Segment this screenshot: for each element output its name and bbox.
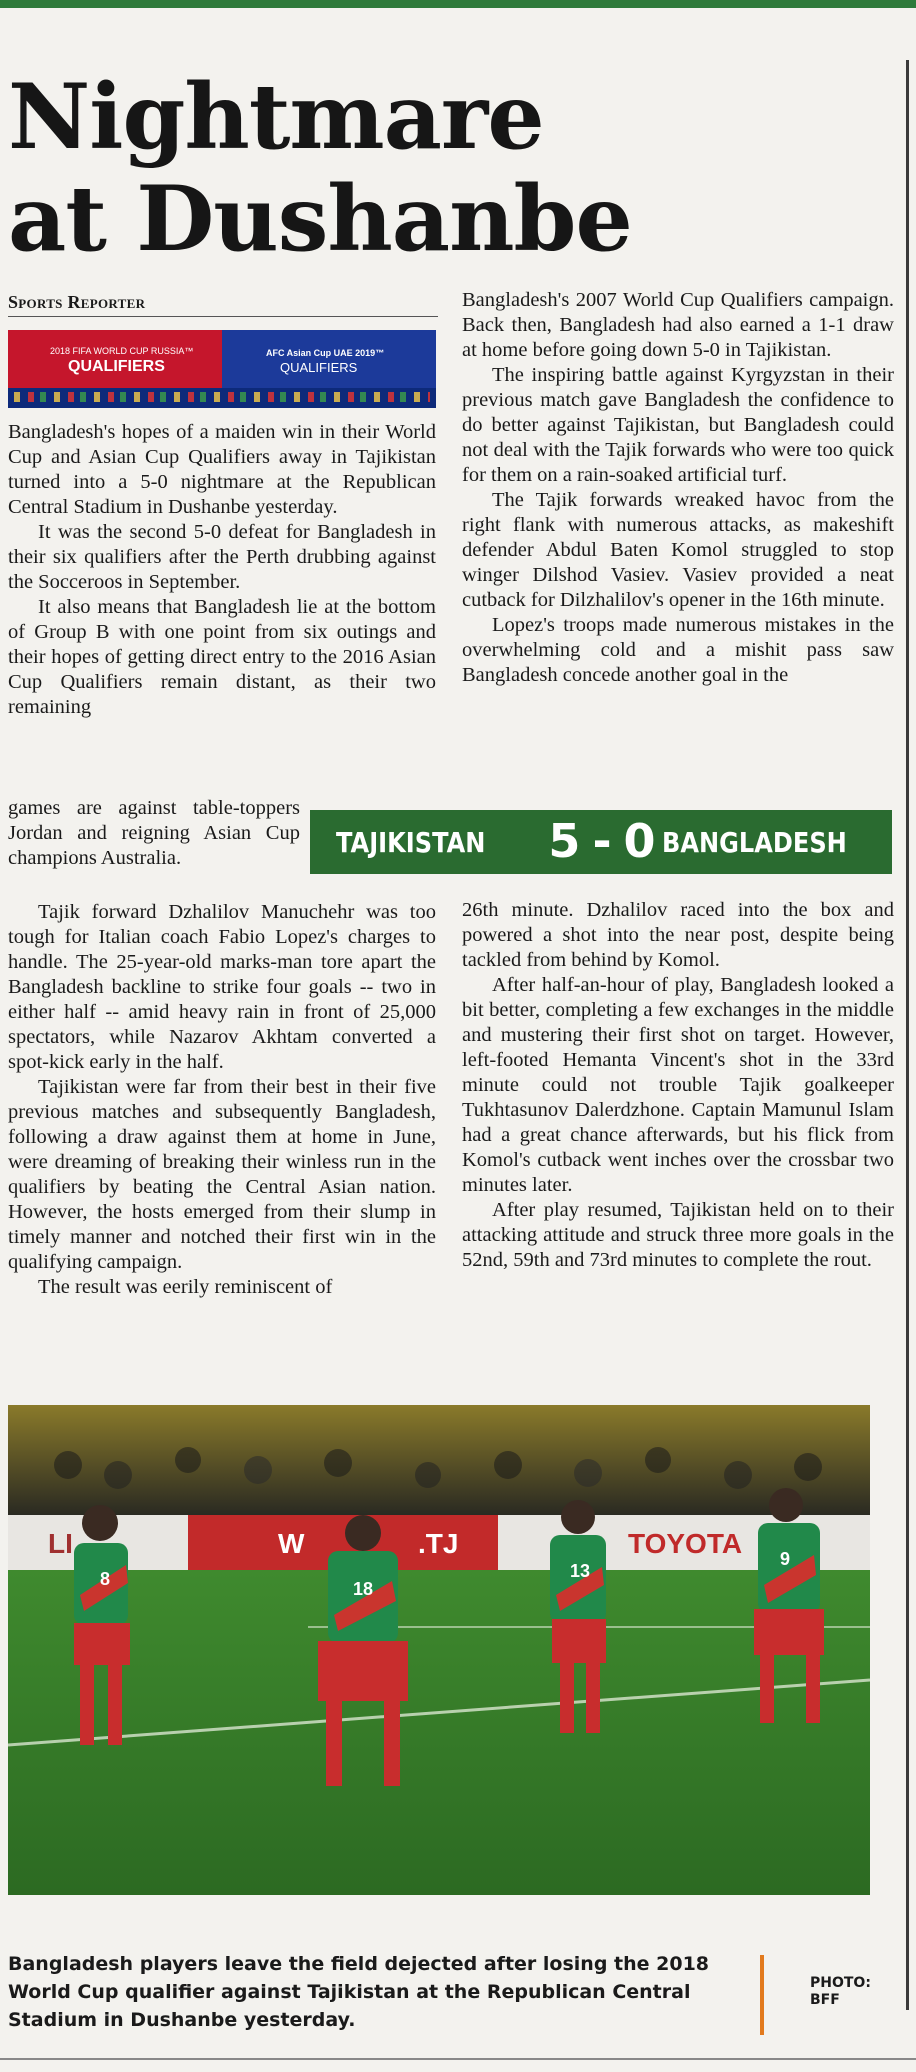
board-text-mid: W xyxy=(278,1528,305,1559)
article-column-1-bottom xyxy=(8,900,436,1300)
article-column-1-wrap xyxy=(8,796,300,871)
jersey-number: 9 xyxy=(780,1549,791,1569)
world-cup-qualifiers-label: QUALIFIERS xyxy=(68,358,165,375)
photo-credit-source: BFF xyxy=(810,1992,840,2008)
headline: Nightmare at Dushanbe xyxy=(8,64,632,272)
article-paragraph: After half-an-hour of play, Bangladesh looked a bit better, completing a few exchanges in the middle and mustering their first shot on target. However, left-footed Hemanta Vincent's shot in the 33rd minute could not trouble Tajik goalkeeper Tukhtasunov Dalerdzhone. Captain Mamunul Islam had a great chance afterwards, but his flick from Komol's cutback went inches over the crossbar two minutes later. xyxy=(462,974,894,1196)
jersey-number: 18 xyxy=(353,1579,374,1599)
article-paragraph: It was the second 5-0 defeat for Bangladesh in their six qualifiers after the Perth drubbing against the Socceroos in September. xyxy=(8,521,436,593)
away-team: BANGLADESH xyxy=(662,826,847,859)
article-paragraph: Tajik forward Dzhalilov Manuchehr was too tough for Italian coach Fabio Lopez's charges to handle. The 25-year-old marks-man tore apart the Bangladesh backline to strike four goals -- two in either half -- amid heavy rain in front of 25,000 spectators, while Nazarov Akhtam converted a spot-kick early in the half. xyxy=(8,901,436,1073)
article-paragraph: It also means that Bangladesh lie at the bottom of Group B with one point from six outings and their hopes of getting direct entry to the 2016 Asian Cup Qualifiers remain distant, as their two remaining xyxy=(8,596,436,718)
article-paragraph: games are against table-toppers Jordan and reigning Asian Cup champions Australia. xyxy=(8,797,300,869)
final-score: 5 - 0 xyxy=(548,814,654,868)
jersey-number: 8 xyxy=(100,1569,111,1589)
stands xyxy=(8,1405,870,1515)
board-text-tj: .TJ xyxy=(418,1528,459,1559)
byline: Sports Reporter xyxy=(8,292,146,312)
board-text-right: TOYOTA xyxy=(628,1528,743,1559)
world-cup-qualifiers-panel xyxy=(8,330,222,388)
bottom-rule xyxy=(0,2058,916,2060)
column-rule xyxy=(906,60,909,2010)
caption-accent-bar xyxy=(760,1955,764,2035)
asian-cup-qualifiers-label: QUALIFIERS xyxy=(280,360,358,375)
world-cup-label: 2018 FIFA WORLD CUP RUSSIA™ xyxy=(50,346,194,356)
board-text-left: LI xyxy=(48,1528,73,1559)
photo-caption: Bangladesh players leave the field dejected after losing the 2018 World Cup qualifier against Tajikistan at the Republican Central Stadium in Dushanbe yesterday. xyxy=(8,1953,710,2031)
asian-cup-qualifiers-panel xyxy=(222,330,436,388)
score-box xyxy=(310,810,892,874)
article-column-2-bottom xyxy=(462,898,894,1273)
article-column-1-top xyxy=(8,420,436,720)
article-paragraph: The Tajik forwards wreaked havoc from the right flank with numerous attacks, as makeshift defender Abdul Baten Komol struggled to stop winger Dilshod Vasiev. Vasiev provided a neat cutback for Dilzhalilov's opener in the 16th minute. xyxy=(462,489,894,611)
article-paragraph: Lopez's troops made numerous mistakes in the overwhelming cold and a mishit pass saw Bangladesh concede another goal in the xyxy=(462,614,894,686)
article-column-2-top xyxy=(462,288,894,688)
article-paragraph: The inspiring battle against Kyrgyzstan in their previous match gave Bangladesh the confidence to do better against Tajikistan, but Bangladesh could not deal with the Tajik forwards who were too quick for them on a rain-soaked artificial turf. xyxy=(462,364,894,486)
article-paragraph: Bangladesh's hopes of a maiden win in their World Cup and Asian Cup Qualifiers away in Tajikistan turned into a 5-0 nightmare at the Republican Central Stadium in Dushanbe yesterday. xyxy=(8,421,436,518)
asian-cup-label: AFC Asian Cup UAE 2019™ xyxy=(266,348,385,358)
match-photo xyxy=(8,1405,870,1895)
article-paragraph: Bangladesh's 2007 World Cup Qualifiers campaign. Back then, Bangladesh had also earned a 1-1 draw at home before going down 5-0 in Tajikistan. xyxy=(462,289,894,361)
article-paragraph: Tajikistan were far from their best in their five previous matches and subsequently Bangladesh, following a draw against them at home in June, were dreaming of breaking their winless run in the qualifiers by beating the Central Asian nation. However, the hosts emerged from their slump in timely manner and notched their first win in the qualifying campaign. xyxy=(8,1076,436,1273)
article-paragraph: After play resumed, Tajikistan held on to their attacking attitude and struck three more goals in the 52nd, 59th and 73rd minutes to complete the rout. xyxy=(462,1199,894,1271)
article-paragraph: The result was eerily reminiscent of xyxy=(38,1276,333,1298)
jersey-number: 13 xyxy=(570,1561,591,1581)
byline-rule xyxy=(8,316,438,317)
photo-credit-label: PHOTO: xyxy=(810,1975,871,1991)
flags-strip xyxy=(14,392,430,402)
article-paragraph: 26th minute. Dzhalilov raced into the box and powered a shot into the near post, despite being tackled from behind by Komol. xyxy=(462,899,894,971)
qualifiers-banner xyxy=(8,330,436,408)
photo-credit xyxy=(810,1975,871,2009)
pitch xyxy=(8,1570,870,1895)
top-color-bar xyxy=(0,0,916,8)
home-team: TAJIKISTAN xyxy=(336,826,486,859)
